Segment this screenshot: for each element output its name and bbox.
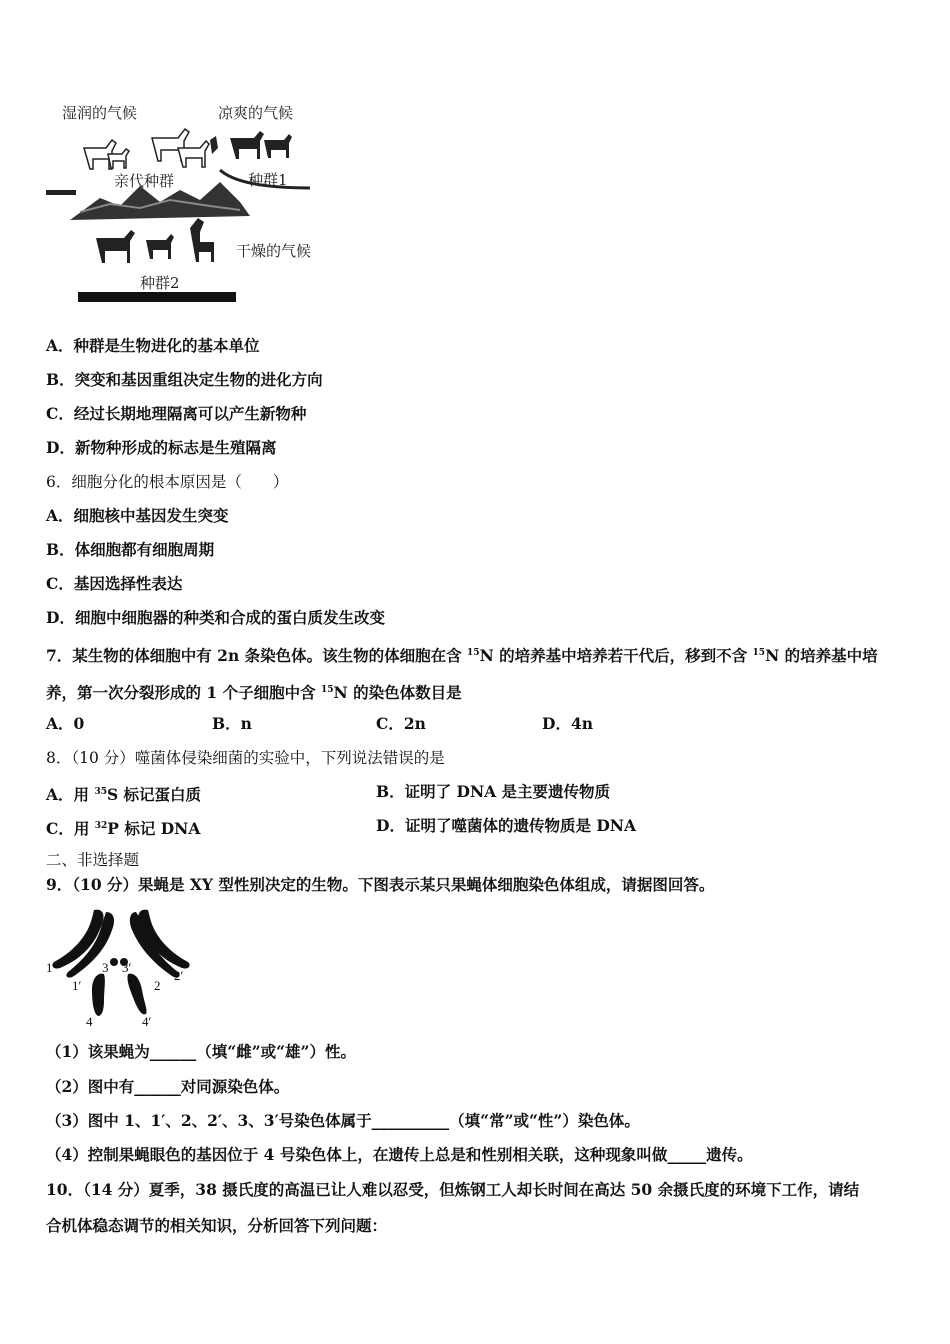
- q7-option-d: D．4n: [542, 714, 593, 733]
- q7-option-a: A．0: [46, 714, 85, 733]
- q6-option-d: D．细胞中细胞器的种类和合成的蛋白质发生改变: [46, 608, 385, 627]
- chromosome-label-4: 4: [86, 1014, 93, 1029]
- q7-stem-line1: 7．某生物的体细胞中有 2n 条染色体。该生物的体细胞在含 $^{15}$N 的培养基中培养若干代后，移到不含 $^{15}$N 的培养基中培: [46, 646, 878, 665]
- q9-sub4: （4）控制果蝇眼色的基因位于 4 号染色体上，在遗传上总是和性别相关联，这种现象叫做_____遗传。: [46, 1145, 753, 1164]
- barrier-line-left: [46, 190, 76, 195]
- q7-option-c: C．2n: [376, 714, 426, 733]
- chromosome-label-4-prime: 4′: [142, 1014, 152, 1029]
- q5-option-c: C．经过长期地理隔离可以产生新物种: [46, 404, 307, 423]
- q8-option-d: D．证明了噬菌体的遗传物质是 DNA: [376, 816, 636, 835]
- q6-option-a: A．细胞核中基因发生突变: [46, 506, 229, 525]
- section-heading: 二、非选择题: [46, 851, 140, 869]
- q8-option-c: C．用 $^{32}$P 标记 DNA: [46, 819, 201, 838]
- barrier-line-bottom: [78, 292, 236, 302]
- population1-arc: [220, 170, 310, 188]
- population1-horses-icon: [210, 131, 292, 159]
- q8-stem: 8．（10 分）噬菌体侵染细菌的实验中，下列说法错误的是: [46, 749, 445, 767]
- q9-sub2: （2）图中有______对同源染色体。: [46, 1077, 290, 1096]
- chromosome-1: [52, 910, 103, 969]
- q5-option-a: A．种群是生物进化的基本单位: [46, 336, 260, 355]
- chromosome-label-2: 2: [154, 978, 161, 993]
- chromosome-4: [92, 974, 105, 1016]
- q9-stem: 9．（10 分）果蝇是 XY 型性别决定的生物。下图表示某只果蝇体细胞染色体组成，请据图回答。: [46, 875, 715, 894]
- q7-stem-line2: 养，第一次分裂形成的 1 个子细胞中含 $^{15}$N 的染色体数目是: [46, 683, 462, 702]
- cool-climate-label: 凉爽的气候: [218, 104, 294, 122]
- population2-horses-icon: [96, 218, 214, 263]
- chromosome-label-2-prime: 2′: [174, 968, 184, 983]
- dry-climate-label: 干燥的气候: [236, 242, 312, 260]
- humid-climate-label: 湿润的气候: [62, 104, 138, 122]
- population2-label: 种群2: [140, 274, 180, 292]
- q9-sub1: （1）该果蝇为______（填“雌”或“雄”）性。: [46, 1042, 356, 1061]
- population1-label: 种群1: [248, 171, 288, 189]
- q7-option-b: B．n: [212, 714, 252, 733]
- q6-option-c: C．基因选择性表达: [46, 574, 183, 593]
- chromosome-drawing: [44, 904, 194, 1030]
- chromosome-label-3: 3: [102, 960, 109, 975]
- q10-line2: 合机体稳态调节的相关知识，分析回答下列问题：: [46, 1216, 388, 1235]
- chromosome-3: [110, 958, 118, 966]
- chromosome-label-1: 1: [46, 960, 53, 975]
- q10-line1: 10．（14 分）夏季，38 摄氏度的高温已让人难以忍受，但炼钢工人却长时间在高达 50 余摄氏度的环境下工作，请结: [46, 1180, 860, 1199]
- chromosome-label-1-prime: 1′: [72, 978, 82, 993]
- q6-stem: 6．细胞分化的根本原因是（ ）: [46, 473, 289, 491]
- parent-horses-icon: [84, 129, 209, 169]
- chromosome-4-prime: [127, 974, 146, 1015]
- q5-option-b: B．突变和基因重组决定生物的进化方向: [46, 370, 323, 389]
- speciation-drawing: [40, 120, 330, 310]
- parent-population-label: 亲代种群: [114, 172, 175, 190]
- q5-option-d: D．新物种形成的标志是生殖隔离: [46, 438, 277, 457]
- q8-option-b: B．证明了 DNA 是主要遗传物质: [376, 782, 611, 801]
- chromosome-label-3-prime: 3′: [122, 960, 132, 975]
- mountains-icon: [70, 182, 250, 220]
- q6-option-b: B．体细胞都有细胞周期: [46, 540, 215, 559]
- q9-sub3: （3）图中 1、1′、2、2′、3、3′号染色体属于__________（填“常”或“性”）染色体。: [46, 1111, 640, 1130]
- q8-option-a: A．用 $^{35}$S 标记蛋白质: [46, 785, 202, 804]
